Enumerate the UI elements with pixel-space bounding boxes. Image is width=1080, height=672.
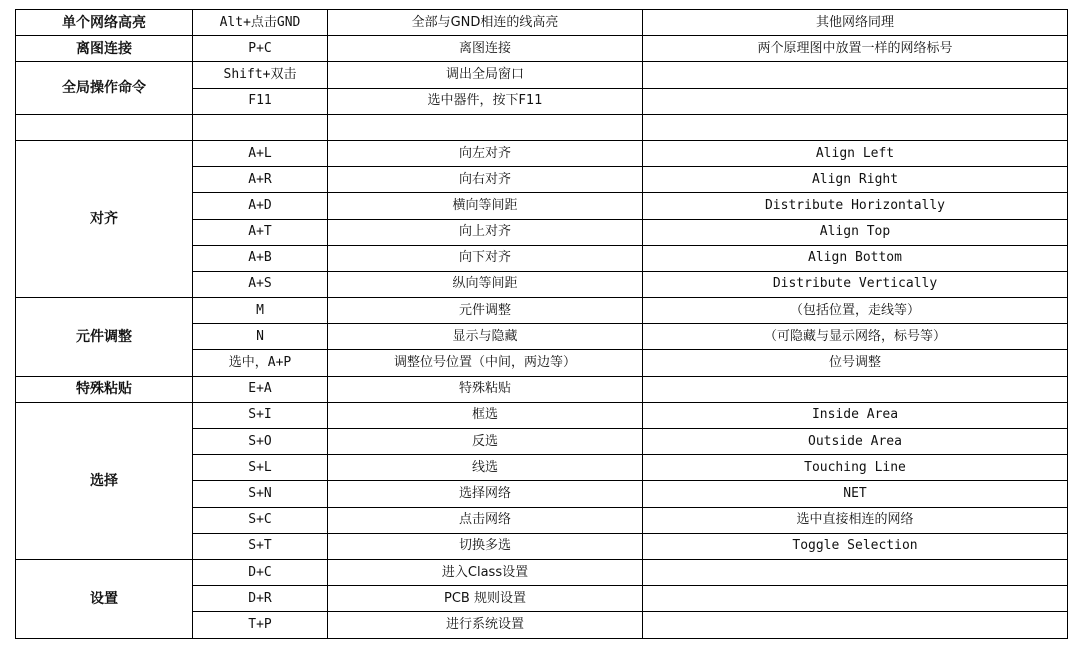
shortcut-key-cell: A+S	[193, 271, 328, 297]
description-cell: 离图连接	[328, 36, 643, 62]
note-cell: 选中直接相连的网络	[643, 507, 1068, 533]
shortcut-key-cell: A+B	[193, 245, 328, 271]
note-cell: （可隐藏与显示网络，标号等）	[643, 324, 1068, 350]
note-cell: 其他网络同理	[643, 10, 1068, 36]
description-cell: 纵向等间距	[328, 271, 643, 297]
description-cell: 向左对齐	[328, 140, 643, 166]
shortcut-key-cell: S+C	[193, 507, 328, 533]
note-cell	[643, 88, 1068, 114]
description-cell: 特殊粘贴	[328, 376, 643, 402]
shortcut-key-cell: Shift+双击	[193, 62, 328, 88]
note-cell	[643, 62, 1068, 88]
description-cell: 进行系统设置	[328, 612, 643, 638]
shortcut-key-cell: P+C	[193, 36, 328, 62]
description-cell: 向右对齐	[328, 167, 643, 193]
category-cell: 设置	[16, 559, 193, 638]
description-cell: 全部与GND相连的线高亮	[328, 10, 643, 36]
note-cell: 位号调整	[643, 350, 1068, 376]
note-cell: Distribute Vertically	[643, 271, 1068, 297]
category-cell	[16, 114, 193, 140]
shortcut-key-cell: T+P	[193, 612, 328, 638]
empty-row	[16, 114, 1068, 140]
description-cell: 选中器件，按下F11	[328, 88, 643, 114]
shortcut-key-cell: S+O	[193, 429, 328, 455]
shortcut-key-cell: M	[193, 298, 328, 324]
description-cell: 点击网络	[328, 507, 643, 533]
description-cell: 线选	[328, 455, 643, 481]
shortcut-key-cell: A+D	[193, 193, 328, 219]
note-cell: Touching Line	[643, 455, 1068, 481]
category-cell: 特殊粘贴	[16, 376, 193, 402]
table-row	[16, 298, 1068, 324]
category-cell: 对齐	[16, 140, 193, 297]
note-cell: Distribute Horizontally	[643, 193, 1068, 219]
table-row	[16, 62, 1068, 88]
table-row	[16, 10, 1068, 36]
note-cell	[643, 612, 1068, 638]
table-row	[16, 402, 1068, 428]
shortcut-key-cell: A+T	[193, 219, 328, 245]
note-cell	[643, 586, 1068, 612]
table-row	[16, 36, 1068, 62]
note-cell: Align Top	[643, 219, 1068, 245]
shortcut-key-cell: S+N	[193, 481, 328, 507]
category-cell: 元件调整	[16, 298, 193, 377]
shortcut-key-cell: D+C	[193, 559, 328, 585]
note-cell: 两个原理图中放置一样的网络标号	[643, 36, 1068, 62]
description-cell: 调出全局窗口	[328, 62, 643, 88]
shortcut-key-cell: A+L	[193, 140, 328, 166]
note-cell: Align Bottom	[643, 245, 1068, 271]
table-row	[16, 559, 1068, 585]
shortcut-key-cell: D+R	[193, 586, 328, 612]
description-cell: 选择网络	[328, 481, 643, 507]
description-cell: 反选	[328, 429, 643, 455]
note-cell: Align Right	[643, 167, 1068, 193]
shortcut-key-cell: S+I	[193, 402, 328, 428]
category-cell: 单个网络高亮	[16, 10, 193, 36]
category-cell: 离图连接	[16, 36, 193, 62]
note-cell: Align Left	[643, 140, 1068, 166]
category-cell: 全局操作命令	[16, 62, 193, 114]
table-row	[16, 140, 1068, 166]
note-cell	[643, 559, 1068, 585]
note-cell: Toggle Selection	[643, 533, 1068, 559]
shortcut-key-cell: E+A	[193, 376, 328, 402]
note-cell: （包括位置，走线等）	[643, 298, 1068, 324]
description-cell: 调整位号位置（中间，两边等）	[328, 350, 643, 376]
shortcut-key-cell: N	[193, 324, 328, 350]
description-cell: 向上对齐	[328, 219, 643, 245]
description-cell: 横向等间距	[328, 193, 643, 219]
note-cell: Inside Area	[643, 402, 1068, 428]
note-cell	[643, 376, 1068, 402]
description-cell: 切换多选	[328, 533, 643, 559]
table-row	[16, 376, 1068, 402]
shortcut-key-cell: A+R	[193, 167, 328, 193]
note-cell: Outside Area	[643, 429, 1068, 455]
note-cell	[643, 114, 1068, 140]
description-cell: 框选	[328, 402, 643, 428]
note-cell: NET	[643, 481, 1068, 507]
shortcut-key-cell: 选中，A+P	[193, 350, 328, 376]
category-cell: 选择	[16, 402, 193, 559]
description-cell: 进入Class设置	[328, 559, 643, 585]
shortcut-key-cell: Alt+点击GND	[193, 10, 328, 36]
description-cell: 显示与隐藏	[328, 324, 643, 350]
shortcut-key-cell: F11	[193, 88, 328, 114]
shortcut-key-cell: S+T	[193, 533, 328, 559]
description-cell: 元件调整	[328, 298, 643, 324]
description-cell: 向下对齐	[328, 245, 643, 271]
shortcut-key-cell: S+L	[193, 455, 328, 481]
description-cell: PCB 规则设置	[328, 586, 643, 612]
shortcut-key-cell	[193, 114, 328, 140]
description-cell	[328, 114, 643, 140]
shortcut-table	[15, 9, 1068, 639]
